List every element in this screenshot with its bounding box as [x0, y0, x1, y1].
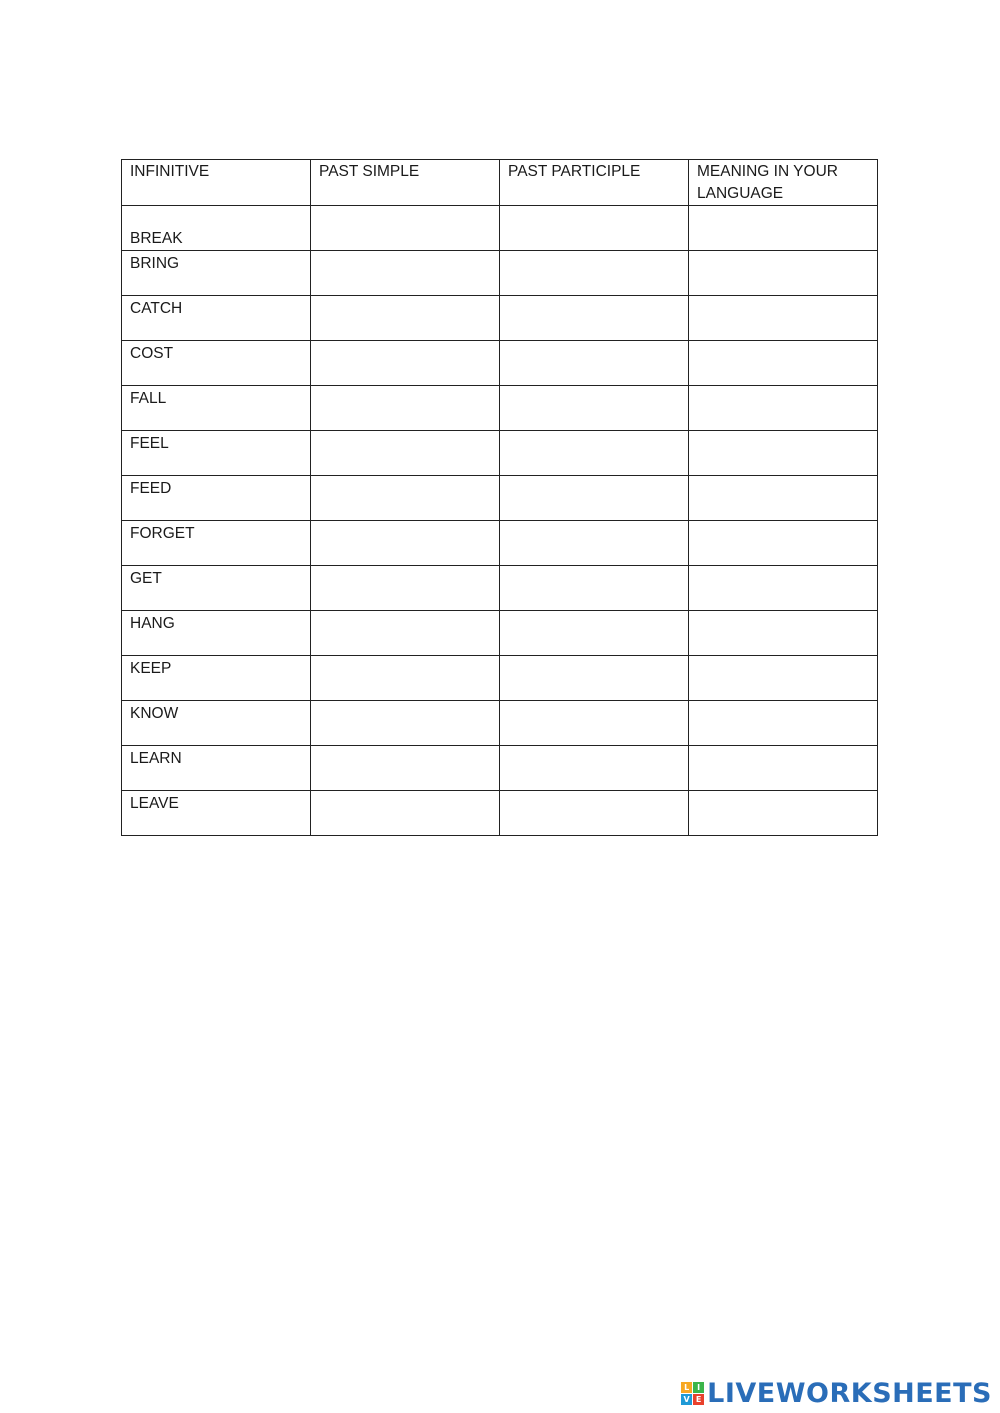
- table-row: [122, 611, 878, 656]
- past-simple-answer[interactable]: [311, 701, 500, 746]
- verb-cell: CATCH: [122, 296, 311, 341]
- table-row: [122, 476, 878, 521]
- verb-cell: FORGET: [122, 521, 311, 566]
- meaning-answer[interactable]: [689, 476, 878, 521]
- past-participle-answer[interactable]: [500, 341, 689, 386]
- past-simple-answer[interactable]: [311, 431, 500, 476]
- table-row: [122, 206, 878, 251]
- meaning-answer[interactable]: [689, 656, 878, 701]
- table-row: [122, 296, 878, 341]
- verb-cell: BRING: [122, 251, 311, 296]
- verb-cell: KNOW: [122, 701, 311, 746]
- meaning-answer[interactable]: [689, 386, 878, 431]
- verb-cell: FALL: [122, 386, 311, 431]
- liveworksheets-watermark: [681, 1377, 992, 1409]
- past-simple-answer[interactable]: [311, 341, 500, 386]
- logo-letter-l: L: [681, 1382, 692, 1393]
- meaning-answer[interactable]: [689, 206, 878, 251]
- meaning-answer[interactable]: [689, 251, 878, 296]
- verb-cell: HANG: [122, 611, 311, 656]
- irregular-verbs-table: [121, 159, 878, 836]
- past-simple-answer[interactable]: [311, 476, 500, 521]
- table-header-row: [122, 160, 878, 206]
- table-row: [122, 431, 878, 476]
- table-row: [122, 566, 878, 611]
- verb-cell: FEEL: [122, 431, 311, 476]
- past-participle-answer[interactable]: [500, 431, 689, 476]
- logo-letter-v: V: [681, 1394, 692, 1405]
- past-participle-answer[interactable]: [500, 296, 689, 341]
- verb-cell: LEARN: [122, 746, 311, 791]
- table-row: [122, 791, 878, 836]
- header-past-participle: PAST PARTICIPLE: [500, 160, 689, 206]
- past-simple-answer[interactable]: [311, 296, 500, 341]
- meaning-answer[interactable]: [689, 431, 878, 476]
- past-participle-answer[interactable]: [500, 476, 689, 521]
- verb-cell: COST: [122, 341, 311, 386]
- header-meaning: MEANING IN YOUR LANGUAGE: [689, 160, 878, 206]
- past-participle-answer[interactable]: [500, 746, 689, 791]
- logo-letter-i: I: [693, 1382, 704, 1393]
- past-simple-answer[interactable]: [311, 656, 500, 701]
- past-simple-answer[interactable]: [311, 386, 500, 431]
- meaning-answer[interactable]: [689, 611, 878, 656]
- past-participle-answer[interactable]: [500, 521, 689, 566]
- table-row: [122, 656, 878, 701]
- past-simple-answer[interactable]: [311, 791, 500, 836]
- past-simple-answer[interactable]: [311, 521, 500, 566]
- meaning-answer[interactable]: [689, 341, 878, 386]
- verb-cell: BREAK: [122, 206, 311, 251]
- table-row: [122, 386, 878, 431]
- past-simple-answer[interactable]: [311, 566, 500, 611]
- meaning-answer[interactable]: [689, 566, 878, 611]
- past-participle-answer[interactable]: [500, 701, 689, 746]
- watermark-text: LIVEWORKSHEETS: [707, 1377, 992, 1409]
- past-simple-answer[interactable]: [311, 206, 500, 251]
- header-past-simple: PAST SIMPLE: [311, 160, 500, 206]
- verb-cell: KEEP: [122, 656, 311, 701]
- meaning-answer[interactable]: [689, 746, 878, 791]
- table-row: [122, 341, 878, 386]
- past-participle-answer[interactable]: [500, 206, 689, 251]
- meaning-answer[interactable]: [689, 296, 878, 341]
- past-participle-answer[interactable]: [500, 791, 689, 836]
- past-participle-answer[interactable]: [500, 611, 689, 656]
- table-row: [122, 521, 878, 566]
- past-simple-answer[interactable]: [311, 251, 500, 296]
- logo-letter-e: E: [693, 1394, 704, 1405]
- header-infinitive: INFINITIVE: [122, 160, 311, 206]
- past-participle-answer[interactable]: [500, 656, 689, 701]
- table-row: [122, 251, 878, 296]
- past-participle-answer[interactable]: [500, 566, 689, 611]
- past-simple-answer[interactable]: [311, 611, 500, 656]
- past-simple-answer[interactable]: [311, 746, 500, 791]
- meaning-answer[interactable]: [689, 791, 878, 836]
- verb-cell: GET: [122, 566, 311, 611]
- verb-cell: LEAVE: [122, 791, 311, 836]
- meaning-answer[interactable]: [689, 521, 878, 566]
- past-participle-answer[interactable]: [500, 251, 689, 296]
- table-row: [122, 701, 878, 746]
- table-row: [122, 746, 878, 791]
- past-participle-answer[interactable]: [500, 386, 689, 431]
- liveworksheets-logo-icon: [681, 1382, 704, 1405]
- meaning-answer[interactable]: [689, 701, 878, 746]
- verb-cell: FEED: [122, 476, 311, 521]
